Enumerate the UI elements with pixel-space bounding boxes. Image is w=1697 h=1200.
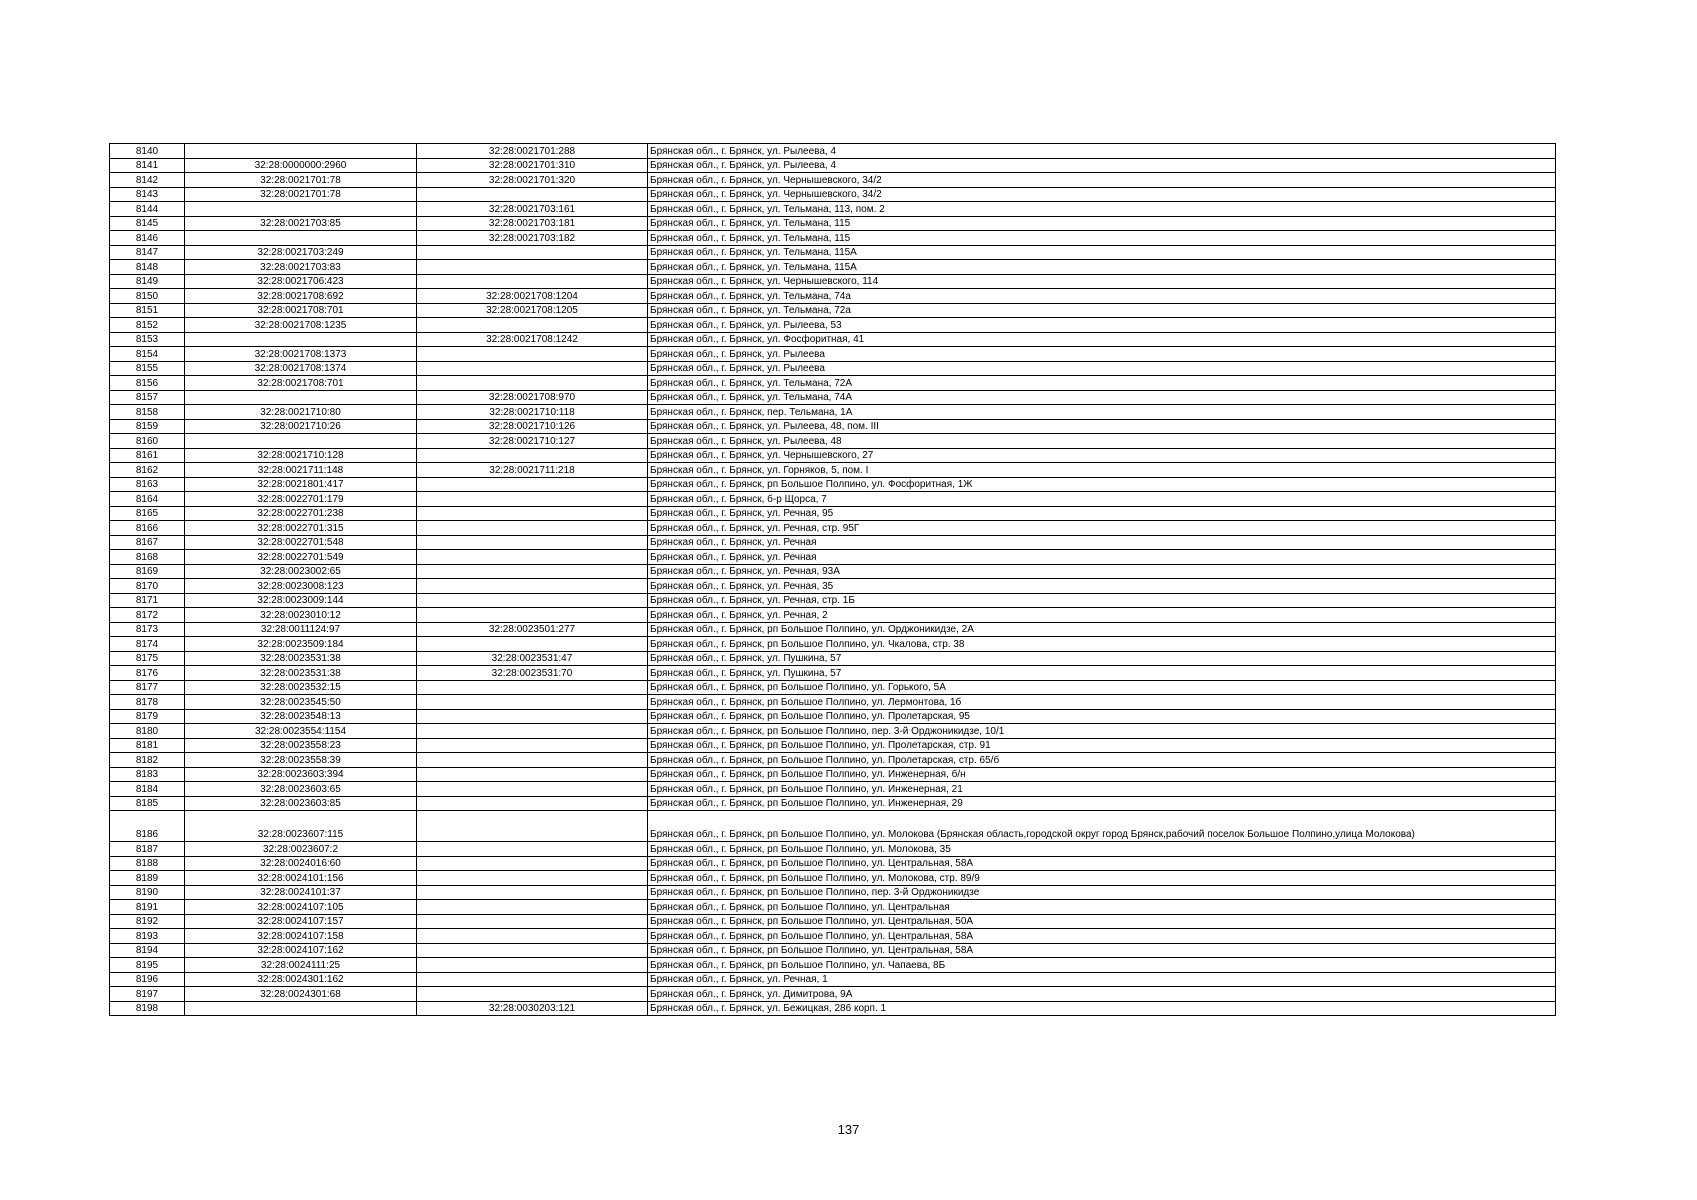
cadastral-number-cell: 32:28:0021710:26 <box>185 419 417 434</box>
table-row <box>110 900 1556 915</box>
cadastral-number-cell: 32:28:0021708:1374 <box>185 361 417 376</box>
cadastral-number-cell <box>185 390 417 405</box>
related-cadastral-number-cell <box>417 811 648 842</box>
related-cadastral-number-cell <box>417 943 648 958</box>
table-row <box>110 914 1556 929</box>
cadastral-number-cell <box>185 1001 417 1016</box>
cadastral-number-cell: 32:28:0024107:158 <box>185 929 417 944</box>
related-cadastral-number-cell <box>417 885 648 900</box>
row-number-cell: 8169 <box>110 564 185 579</box>
address-cell: Брянская обл., г. Брянск, рп Большое Полпино, ул. Центральная, 58А <box>648 943 1556 958</box>
address-cell: Брянская обл., г. Брянск, ул. Тельмана, 113, пом. 2 <box>648 202 1556 217</box>
cadastral-number-cell <box>185 144 417 159</box>
cadastral-number-cell: 32:28:0021708:1373 <box>185 347 417 362</box>
related-cadastral-number-cell <box>417 521 648 536</box>
row-number-cell: 8159 <box>110 419 185 434</box>
address-cell: Брянская обл., г. Брянск, рп Большое Полпино, ул. Центральная, 50А <box>648 914 1556 929</box>
table-row <box>110 202 1556 217</box>
table-row <box>110 245 1556 260</box>
address-cell: Брянская обл., г. Брянск, ул. Чернышевского, 34/2 <box>648 173 1556 188</box>
row-number-cell: 8146 <box>110 231 185 246</box>
table-row <box>110 856 1556 871</box>
table-row <box>110 535 1556 550</box>
related-cadastral-number-cell <box>417 972 648 987</box>
table-row <box>110 289 1556 304</box>
address-cell: Брянская обл., г. Брянск, ул. Речная, 35 <box>648 579 1556 594</box>
address-cell: Брянская обл., г. Брянск, ул. Речная, стр. 95Г <box>648 521 1556 536</box>
cadastral-number-cell: 32:28:0021703:249 <box>185 245 417 260</box>
cadastral-number-cell <box>185 332 417 347</box>
table-row <box>110 622 1556 637</box>
cadastral-number-cell: 32:28:0021701:78 <box>185 187 417 202</box>
row-number-cell: 8188 <box>110 856 185 871</box>
table-row <box>110 871 1556 886</box>
address-cell: Брянская обл., г. Брянск, рп Большое Полпино, ул. Пролетарская, 95 <box>648 709 1556 724</box>
row-number-cell: 8145 <box>110 216 185 231</box>
related-cadastral-number-cell: 32:28:0021701:288 <box>417 144 648 159</box>
table-row <box>110 419 1556 434</box>
related-cadastral-number-cell <box>417 929 648 944</box>
related-cadastral-number-cell <box>417 987 648 1002</box>
cadastral-number-cell: 32:28:0021801:417 <box>185 477 417 492</box>
cadastral-number-cell: 32:28:0023558:39 <box>185 753 417 768</box>
table-row <box>110 231 1556 246</box>
table-row <box>110 680 1556 695</box>
address-cell: Брянская обл., г. Брянск, рп Большое Полпино, ул. Инженерная, 29 <box>648 796 1556 811</box>
address-cell: Брянская обл., г. Брянск, ул. Чернышевского, 27 <box>648 448 1556 463</box>
cadastral-number-cell <box>185 434 417 449</box>
row-number-cell: 8182 <box>110 753 185 768</box>
related-cadastral-number-cell: 32:28:0021703:161 <box>417 202 648 217</box>
table-row <box>110 564 1556 579</box>
cadastral-number-cell: 32:28:0022701:548 <box>185 535 417 550</box>
related-cadastral-number-cell <box>417 593 648 608</box>
row-number-cell: 8141 <box>110 158 185 173</box>
related-cadastral-number-cell <box>417 900 648 915</box>
cadastral-number-cell: 32:28:0021710:128 <box>185 448 417 463</box>
table-row <box>110 782 1556 797</box>
address-cell: Брянская обл., г. Брянск, рп Большое Полпино, пер. 3-й Орджоникидзе, 10/1 <box>648 724 1556 739</box>
cadastral-number-cell: 32:28:0021703:83 <box>185 260 417 275</box>
cadastral-number-cell: 32:28:0021708:701 <box>185 303 417 318</box>
related-cadastral-number-cell <box>417 274 648 289</box>
table-row <box>110 390 1556 405</box>
row-number-cell: 8163 <box>110 477 185 492</box>
row-number-cell: 8147 <box>110 245 185 260</box>
table-row <box>110 361 1556 376</box>
table-row <box>110 318 1556 333</box>
table-row <box>110 1001 1556 1016</box>
related-cadastral-number-cell: 32:28:0023531:70 <box>417 666 648 681</box>
cadastral-number-cell: 32:28:0023009:144 <box>185 593 417 608</box>
address-cell: Брянская обл., г. Брянск, рп Большое Полпино, ул. Центральная <box>648 900 1556 915</box>
related-cadastral-number-cell <box>417 738 648 753</box>
cadastral-number-cell: 32:28:0022701:179 <box>185 492 417 507</box>
related-cadastral-number-cell <box>417 506 648 521</box>
row-number-cell: 8191 <box>110 900 185 915</box>
address-cell: Брянская обл., г. Брянск, рп Большое Полпино, ул. Центральная, 58А <box>648 856 1556 871</box>
cadastral-number-cell: 32:28:0021706:423 <box>185 274 417 289</box>
address-cell: Брянская обл., г. Брянск, рп Большое Полпино, ул. Инженерная, 21 <box>648 782 1556 797</box>
cadastral-number-cell: 32:28:0021708:692 <box>185 289 417 304</box>
cadastral-number-cell: 32:28:0021703:85 <box>185 216 417 231</box>
row-number-cell: 8178 <box>110 695 185 710</box>
address-cell: Брянская обл., г. Брянск, рп Большое Полпино, ул. Фосфоритная, 1Ж <box>648 477 1556 492</box>
cadastral-number-cell: 32:28:0024016:60 <box>185 856 417 871</box>
table-row <box>110 158 1556 173</box>
address-cell: Брянская обл., г. Брянск, ул. Речная <box>648 550 1556 565</box>
related-cadastral-number-cell <box>417 564 648 579</box>
table-row <box>110 303 1556 318</box>
address-cell: Брянская обл., г. Брянск, рп Большое Полпино, ул. Молокова, 35 <box>648 842 1556 857</box>
property-table <box>109 143 1556 1016</box>
address-cell: Брянская обл., г. Брянск, ул. Тельмана, 115 <box>648 231 1556 246</box>
row-number-cell: 8167 <box>110 535 185 550</box>
row-number-cell: 8190 <box>110 885 185 900</box>
related-cadastral-number-cell: 32:28:0023501:277 <box>417 622 648 637</box>
table-row <box>110 651 1556 666</box>
row-number-cell: 8155 <box>110 361 185 376</box>
table-row <box>110 724 1556 739</box>
row-number-cell: 8158 <box>110 405 185 420</box>
table-row <box>110 972 1556 987</box>
cadastral-number-cell: 32:28:0021701:78 <box>185 173 417 188</box>
row-number-cell: 8187 <box>110 842 185 857</box>
address-cell: Брянская обл., г. Брянск, ул. Чернышевского, 114 <box>648 274 1556 289</box>
cadastral-number-cell: 32:28:0023607:2 <box>185 842 417 857</box>
related-cadastral-number-cell <box>417 361 648 376</box>
related-cadastral-number-cell <box>417 187 648 202</box>
related-cadastral-number-cell <box>417 914 648 929</box>
cadastral-number-cell: 32:28:0000000:2960 <box>185 158 417 173</box>
address-cell: Брянская обл., г. Брянск, ул. Рылеева <box>648 347 1556 362</box>
table-row <box>110 550 1556 565</box>
related-cadastral-number-cell: 32:28:0021701:320 <box>417 173 648 188</box>
table-row <box>110 767 1556 782</box>
related-cadastral-number-cell <box>417 376 648 391</box>
table-row <box>110 376 1556 391</box>
address-cell: Брянская обл., г. Брянск, рп Большое Полпино, пер. 3-й Орджоникидзе <box>648 885 1556 900</box>
address-cell: Брянская обл., г. Брянск, ул. Речная, 93А <box>648 564 1556 579</box>
address-cell: Брянская обл., г. Брянск, рп Большое Полпино, ул. Молокова (Брянская область,городской округ город Брянск,рабочий поселок Большое Полпино,улица Молокова) <box>648 811 1556 842</box>
related-cadastral-number-cell <box>417 753 648 768</box>
address-cell: Брянская обл., г. Брянск, ул. Тельмана, 74а <box>648 289 1556 304</box>
page-number: 137 <box>837 1122 860 1137</box>
row-number-cell: 8175 <box>110 651 185 666</box>
related-cadastral-number-cell: 32:28:0021703:181 <box>417 216 648 231</box>
table-row <box>110 987 1556 1002</box>
table-row <box>110 448 1556 463</box>
table-row <box>110 608 1556 623</box>
cadastral-number-cell: 32:28:0023008:123 <box>185 579 417 594</box>
related-cadastral-number-cell <box>417 856 648 871</box>
address-cell: Брянская обл., г. Брянск, ул. Речная, 1 <box>648 972 1556 987</box>
cadastral-number-cell: 32:28:0023603:85 <box>185 796 417 811</box>
address-cell: Брянская обл., г. Брянск, рп Большое Полпино, ул. Чапаева, 8Б <box>648 958 1556 973</box>
address-cell: Брянская обл., г. Брянск, ул. Речная, 95 <box>648 506 1556 521</box>
cadastral-number-cell: 32:28:0021708:1235 <box>185 318 417 333</box>
address-cell: Брянская обл., г. Брянск, ул. Речная, 2 <box>648 608 1556 623</box>
cadastral-number-cell: 32:28:0021708:701 <box>185 376 417 391</box>
address-cell: Брянская обл., г. Брянск, ул. Тельмана, 115 <box>648 216 1556 231</box>
address-cell: Брянская обл., г. Брянск, ул. Горняков, 5, пом. I <box>648 463 1556 478</box>
table-row <box>110 637 1556 652</box>
address-cell: Брянская обл., г. Брянск, ул. Тельмана, 115А <box>648 260 1556 275</box>
row-number-cell: 8184 <box>110 782 185 797</box>
related-cadastral-number-cell: 32:28:0021701:310 <box>417 158 648 173</box>
address-cell: Брянская обл., г. Брянск, рп Большое Полпино, ул. Орджоникидзе, 2А <box>648 622 1556 637</box>
row-number-cell: 8160 <box>110 434 185 449</box>
related-cadastral-number-cell <box>417 347 648 362</box>
address-cell: Брянская обл., г. Брянск, б-р Щорса, 7 <box>648 492 1556 507</box>
table-row <box>110 753 1556 768</box>
row-number-cell: 8197 <box>110 987 185 1002</box>
row-number-cell: 8192 <box>110 914 185 929</box>
table-row <box>110 521 1556 536</box>
row-number-cell: 8150 <box>110 289 185 304</box>
related-cadastral-number-cell: 32:28:0023531:47 <box>417 651 648 666</box>
row-number-cell: 8140 <box>110 144 185 159</box>
cadastral-number-cell: 32:28:0023531:38 <box>185 651 417 666</box>
table-row <box>110 260 1556 275</box>
related-cadastral-number-cell <box>417 637 648 652</box>
row-number-cell: 8198 <box>110 1001 185 1016</box>
table-row <box>110 666 1556 681</box>
cadastral-number-cell: 32:28:0023532:15 <box>185 680 417 695</box>
cadastral-number-cell: 32:28:0023548:13 <box>185 709 417 724</box>
cadastral-number-cell: 32:28:0023607:115 <box>185 811 417 842</box>
row-number-cell: 8148 <box>110 260 185 275</box>
address-cell: Брянская обл., г. Брянск, рп Большое Полпино, ул. Молокова, стр. 89/9 <box>648 871 1556 886</box>
address-cell: Брянская обл., г. Брянск, ул. Фосфоритная, 41 <box>648 332 1556 347</box>
related-cadastral-number-cell <box>417 535 648 550</box>
cadastral-number-cell <box>185 231 417 246</box>
row-number-cell: 8168 <box>110 550 185 565</box>
address-cell: Брянская обл., г. Брянск, рп Большое Полпино, ул. Чкалова, стр. 38 <box>648 637 1556 652</box>
related-cadastral-number-cell <box>417 318 648 333</box>
document-sheet <box>109 143 1555 1016</box>
cadastral-number-cell: 32:28:0024101:37 <box>185 885 417 900</box>
related-cadastral-number-cell <box>417 260 648 275</box>
related-cadastral-number-cell <box>417 477 648 492</box>
row-number-cell: 8170 <box>110 579 185 594</box>
cadastral-number-cell: 32:28:0024301:68 <box>185 987 417 1002</box>
row-number-cell: 8181 <box>110 738 185 753</box>
row-number-cell: 8164 <box>110 492 185 507</box>
row-number-cell: 8189 <box>110 871 185 886</box>
address-cell: Брянская обл., г. Брянск, рп Большое Полпино, ул. Центральная, 58А <box>648 929 1556 944</box>
address-cell: Брянская обл., г. Брянск, рп Большое Полпино, ул. Пролетарская, стр. 65/б <box>648 753 1556 768</box>
cadastral-number-cell: 32:28:0023554:1154 <box>185 724 417 739</box>
row-number-cell: 8193 <box>110 929 185 944</box>
row-number-cell: 8172 <box>110 608 185 623</box>
cadastral-number-cell: 32:28:0024111:25 <box>185 958 417 973</box>
cadastral-number-cell: 32:28:0011124:97 <box>185 622 417 637</box>
address-cell: Брянская обл., г. Брянск, ул. Тельмана, 74А <box>648 390 1556 405</box>
cadastral-number-cell <box>185 202 417 217</box>
related-cadastral-number-cell <box>417 579 648 594</box>
table-row <box>110 405 1556 420</box>
address-cell: Брянская обл., г. Брянск, ул. Чернышевского, 34/2 <box>648 187 1556 202</box>
related-cadastral-number-cell <box>417 796 648 811</box>
related-cadastral-number-cell <box>417 245 648 260</box>
related-cadastral-number-cell: 32:28:0030203:121 <box>417 1001 648 1016</box>
related-cadastral-number-cell: 32:28:0021708:970 <box>417 390 648 405</box>
row-number-cell: 8154 <box>110 347 185 362</box>
row-number-cell: 8171 <box>110 593 185 608</box>
address-cell: Брянская обл., г. Брянск, ул. Рылеева <box>648 361 1556 376</box>
cadastral-number-cell: 32:28:0024107:105 <box>185 900 417 915</box>
row-number-cell: 8174 <box>110 637 185 652</box>
related-cadastral-number-cell <box>417 842 648 857</box>
related-cadastral-number-cell: 32:28:0021711:218 <box>417 463 648 478</box>
address-cell: Брянская обл., г. Брянск, ул. Рылеева, 53 <box>648 318 1556 333</box>
table-row <box>110 943 1556 958</box>
row-number-cell: 8142 <box>110 173 185 188</box>
row-number-cell: 8157 <box>110 390 185 405</box>
row-number-cell: 8176 <box>110 666 185 681</box>
cadastral-number-cell: 32:28:0021710:80 <box>185 405 417 420</box>
address-cell: Брянская обл., г. Брянск, ул. Рылеева, 4 <box>648 144 1556 159</box>
cadastral-number-cell: 32:28:0022701:315 <box>185 521 417 536</box>
table-row <box>110 332 1556 347</box>
related-cadastral-number-cell <box>417 709 648 724</box>
cadastral-number-cell: 32:28:0023509:184 <box>185 637 417 652</box>
row-number-cell: 8153 <box>110 332 185 347</box>
cadastral-number-cell: 32:28:0024101:156 <box>185 871 417 886</box>
address-cell: Брянская обл., г. Брянск, ул. Тельмана, 72а <box>648 303 1556 318</box>
row-number-cell: 8162 <box>110 463 185 478</box>
row-number-cell: 8152 <box>110 318 185 333</box>
table-row <box>110 709 1556 724</box>
related-cadastral-number-cell <box>417 782 648 797</box>
property-table-body <box>110 144 1556 1016</box>
cadastral-number-cell: 32:28:0021711:148 <box>185 463 417 478</box>
address-cell: Брянская обл., г. Брянск, рп Большое Полпино, ул. Лермонтова, 1б <box>648 695 1556 710</box>
table-row <box>110 593 1556 608</box>
related-cadastral-number-cell <box>417 695 648 710</box>
table-row <box>110 463 1556 478</box>
address-cell: Брянская обл., г. Брянск, ул. Димитрова, 9А <box>648 987 1556 1002</box>
row-number-cell: 8144 <box>110 202 185 217</box>
cadastral-number-cell: 32:28:0023531:38 <box>185 666 417 681</box>
table-row <box>110 885 1556 900</box>
address-cell: Брянская обл., г. Брянск, ул. Пушкина, 57 <box>648 651 1556 666</box>
table-row <box>110 216 1556 231</box>
address-cell: Брянская обл., г. Брянск, рп Большое Полпино, ул. Пролетарская, стр. 91 <box>648 738 1556 753</box>
table-row <box>110 929 1556 944</box>
related-cadastral-number-cell: 32:28:0021708:1204 <box>417 289 648 304</box>
table-row <box>110 274 1556 289</box>
cadastral-number-cell: 32:28:0024107:162 <box>185 943 417 958</box>
address-cell: Брянская обл., г. Брянск, рп Большое Полпино, ул. Инженерная, б/н <box>648 767 1556 782</box>
cadastral-number-cell: 32:28:0023010:12 <box>185 608 417 623</box>
cadastral-number-cell: 32:28:0023603:65 <box>185 782 417 797</box>
address-cell: Брянская обл., г. Брянск, ул. Речная, стр. 1Б <box>648 593 1556 608</box>
cadastral-number-cell: 32:28:0023545:50 <box>185 695 417 710</box>
table-row <box>110 579 1556 594</box>
row-number-cell: 8195 <box>110 958 185 973</box>
table-row <box>110 187 1556 202</box>
row-number-cell: 8185 <box>110 796 185 811</box>
table-row <box>110 434 1556 449</box>
related-cadastral-number-cell: 32:28:0021708:1242 <box>417 332 648 347</box>
row-number-cell: 8165 <box>110 506 185 521</box>
row-number-cell: 8194 <box>110 943 185 958</box>
row-number-cell: 8179 <box>110 709 185 724</box>
related-cadastral-number-cell: 32:28:0021710:126 <box>417 419 648 434</box>
row-number-cell: 8180 <box>110 724 185 739</box>
related-cadastral-number-cell <box>417 724 648 739</box>
related-cadastral-number-cell <box>417 448 648 463</box>
address-cell: Брянская обл., г. Брянск, пер. Тельмана, 1А <box>648 405 1556 420</box>
cadastral-number-cell: 32:28:0023603:394 <box>185 767 417 782</box>
address-cell: Брянская обл., г. Брянск, ул. Рылеева, 48, пом. III <box>648 419 1556 434</box>
table-row <box>110 173 1556 188</box>
table-row <box>110 958 1556 973</box>
related-cadastral-number-cell: 32:28:0021710:118 <box>417 405 648 420</box>
row-number-cell: 8161 <box>110 448 185 463</box>
table-row <box>110 492 1556 507</box>
table-row <box>110 811 1556 842</box>
cadastral-number-cell: 32:28:0023002:65 <box>185 564 417 579</box>
cadastral-number-cell: 32:28:0024301:162 <box>185 972 417 987</box>
table-row <box>110 796 1556 811</box>
row-number-cell: 8149 <box>110 274 185 289</box>
cadastral-number-cell: 32:28:0022701:549 <box>185 550 417 565</box>
related-cadastral-number-cell <box>417 958 648 973</box>
address-cell: Брянская обл., г. Брянск, ул. Рылеева, 4 <box>648 158 1556 173</box>
address-cell: Брянская обл., г. Брянск, рп Большое Полпино, ул. Горького, 5А <box>648 680 1556 695</box>
row-number-cell: 8183 <box>110 767 185 782</box>
address-cell: Брянская обл., г. Брянск, ул. Тельмана, 72А <box>648 376 1556 391</box>
row-number-cell: 8177 <box>110 680 185 695</box>
address-cell: Брянская обл., г. Брянск, ул. Тельмана, 115А <box>648 245 1556 260</box>
related-cadastral-number-cell <box>417 492 648 507</box>
related-cadastral-number-cell: 32:28:0021710:127 <box>417 434 648 449</box>
address-cell: Брянская обл., г. Брянск, ул. Бежицкая, 286 корп. 1 <box>648 1001 1556 1016</box>
table-row <box>110 477 1556 492</box>
row-number-cell: 8173 <box>110 622 185 637</box>
row-number-cell: 8156 <box>110 376 185 391</box>
cadastral-number-cell: 32:28:0023558:23 <box>185 738 417 753</box>
address-cell: Брянская обл., г. Брянск, ул. Речная <box>648 535 1556 550</box>
related-cadastral-number-cell: 32:28:0021708:1205 <box>417 303 648 318</box>
table-row <box>110 506 1556 521</box>
related-cadastral-number-cell <box>417 550 648 565</box>
address-cell: Брянская обл., г. Брянск, ул. Пушкина, 57 <box>648 666 1556 681</box>
related-cadastral-number-cell <box>417 767 648 782</box>
related-cadastral-number-cell <box>417 680 648 695</box>
row-number-cell: 8196 <box>110 972 185 987</box>
row-number-cell: 8143 <box>110 187 185 202</box>
related-cadastral-number-cell <box>417 608 648 623</box>
row-number-cell: 8186 <box>110 811 185 842</box>
table-row <box>110 842 1556 857</box>
address-cell: Брянская обл., г. Брянск, ул. Рылеева, 48 <box>648 434 1556 449</box>
table-row <box>110 695 1556 710</box>
row-number-cell: 8151 <box>110 303 185 318</box>
row-number-cell: 8166 <box>110 521 185 536</box>
table-row <box>110 347 1556 362</box>
related-cadastral-number-cell <box>417 871 648 886</box>
related-cadastral-number-cell: 32:28:0021703:182 <box>417 231 648 246</box>
table-row <box>110 144 1556 159</box>
table-row <box>110 738 1556 753</box>
cadastral-number-cell: 32:28:0024107:157 <box>185 914 417 929</box>
cadastral-number-cell: 32:28:0022701:238 <box>185 506 417 521</box>
